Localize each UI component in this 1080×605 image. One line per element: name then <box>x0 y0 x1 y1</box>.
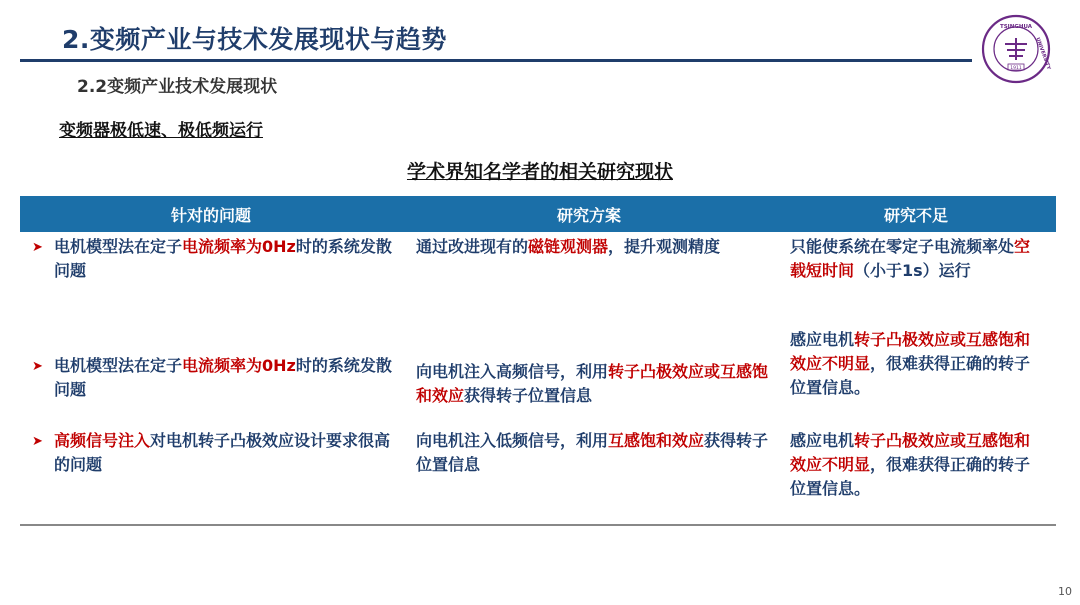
method-highlight: 互感饱和效应 <box>608 431 705 450</box>
limit-cell <box>776 322 1056 427</box>
table-row <box>20 232 1056 322</box>
method-text: 向电机注入低频信号，利用 <box>416 431 609 450</box>
table-row <box>20 427 1056 521</box>
table-bottom-rule <box>20 524 1056 526</box>
table-title: 学术界知名学者的相关研究现状 <box>406 161 673 183</box>
table-title-wrap <box>0 157 1080 184</box>
problem-highlight: 电流频率为0Hz <box>182 355 296 375</box>
method-cell <box>402 427 776 521</box>
header-limit: 研究不足 <box>776 196 1056 232</box>
problem-cell <box>20 232 402 322</box>
limit-text: 只能使系统在零定子电流频率处 <box>790 237 1015 256</box>
limit-highlight: 空载短时间 <box>790 237 1031 280</box>
method-cell <box>402 322 776 427</box>
method-text: ，提升观测精度 <box>608 237 721 256</box>
table-row <box>20 322 1056 427</box>
method-text: 通过改进现有的 <box>416 237 529 256</box>
method-cell <box>402 232 776 322</box>
limit-text: ，很难获得正确的转子位置信息。 <box>790 455 1031 498</box>
method-highlight: 转子凸极效应或互感饱和效应 <box>416 361 769 405</box>
research-table <box>20 196 1056 521</box>
header-problem: 针对的问题 <box>20 196 402 232</box>
tsinghua-logo <box>977 14 1055 84</box>
problem-text: 对电机转子凸极效应设计要求很高的问题 <box>54 431 391 474</box>
slide-title: 2.变频产业与技术发展现状与趋势 <box>62 25 447 54</box>
header-method: 研究方案 <box>402 196 776 232</box>
problem-cell <box>20 427 402 521</box>
limit-text: ，很难获得正确的转子位置信息。 <box>790 354 1031 397</box>
table-header-row <box>20 196 1056 232</box>
arrow-bullet-icon: ➤ <box>32 358 43 374</box>
limit-highlight: 转子凸极效应或互感饱和效应不明显 <box>790 431 1031 474</box>
svg-text:UNIVERSITY: UNIVERSITY <box>1034 36 1052 71</box>
problem-highlight: 高频信号注入 <box>54 431 151 450</box>
arrow-bullet-icon: ➤ <box>32 434 43 449</box>
problem-text: 电机模型法在定子 <box>54 237 183 256</box>
problem-text: 时的系统发散问题 <box>54 237 392 280</box>
svg-text:TSINGHUA: TSINGHUA <box>999 24 1033 30</box>
title-divider <box>20 59 972 62</box>
arrow-bullet-icon: ➤ <box>32 240 43 255</box>
limit-text: （小于1s）运行 <box>854 261 971 280</box>
method-text: 获得转子位置信息 <box>416 431 769 474</box>
logo-year: 1911 <box>1010 66 1022 71</box>
topic-heading: 变频器极低速、极低频运行 <box>59 121 263 141</box>
limit-text: 感应电机 <box>790 330 855 349</box>
section-subtitle: 2.2变频产业技术发展现状 <box>77 77 278 97</box>
problem-text: 电机模型法在定子 <box>54 355 183 375</box>
problem-highlight: 电流频率为0Hz <box>182 237 296 256</box>
problem-text: 时的系统发散问题 <box>54 355 392 399</box>
method-highlight: 磁链观测器 <box>528 237 609 256</box>
limit-highlight: 转子凸极效应或互感饱和效应不明显 <box>790 330 1031 373</box>
method-text: 获得转子位置信息 <box>464 385 593 405</box>
problem-cell <box>20 322 402 427</box>
limit-cell <box>776 427 1056 521</box>
page-number: 10 <box>1058 585 1072 598</box>
method-text: 向电机注入高频信号，利用 <box>416 361 609 381</box>
limit-text: 感应电机 <box>790 431 855 450</box>
limit-cell <box>776 232 1056 322</box>
